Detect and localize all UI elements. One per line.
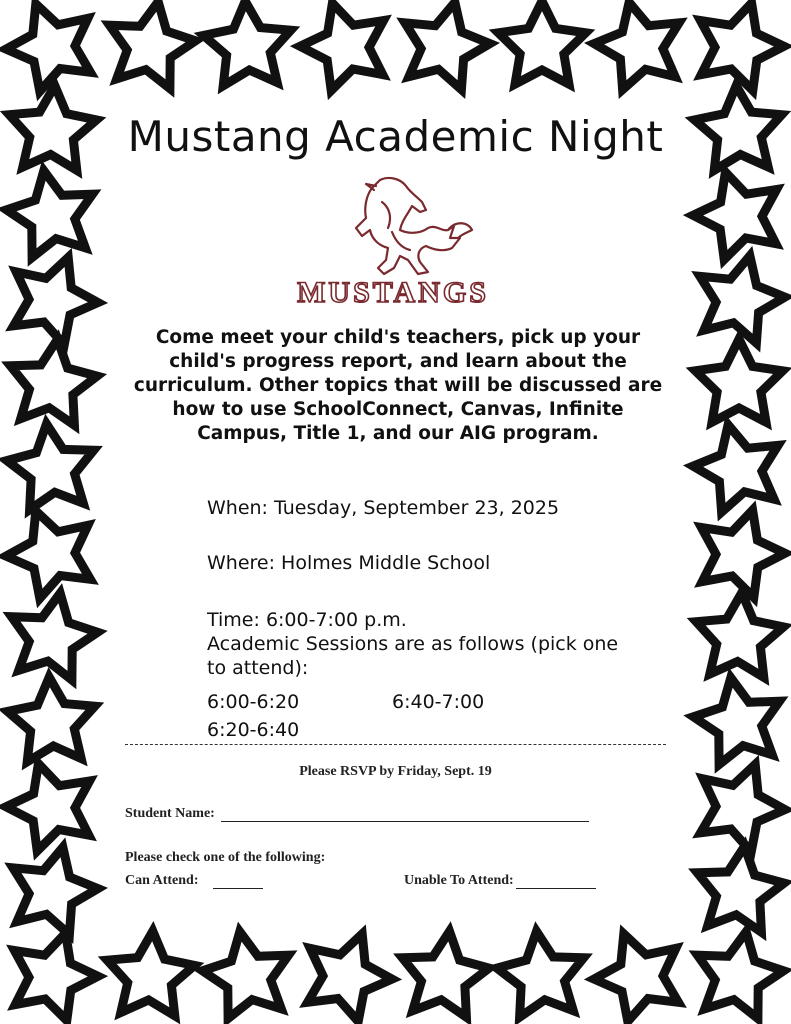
star-icon [6, 4, 90, 92]
session-slot: 6:20-6:40 [207, 719, 300, 741]
star-icon [402, 931, 489, 1017]
star-icon [13, 847, 98, 934]
star-icon [10, 339, 97, 425]
student-name-field[interactable] [221, 807, 589, 822]
star-icon [698, 932, 784, 1019]
star-icon [107, 931, 194, 1016]
tear-off-divider [125, 744, 666, 745]
star-icon [110, 2, 196, 89]
star-icon [6, 171, 92, 258]
star-icon [14, 257, 98, 345]
star-icon [14, 933, 98, 1020]
star-icon [700, 3, 784, 90]
star-icon [693, 425, 778, 512]
star-icon [693, 678, 779, 765]
event-time: Time: 6:00-7:00 p.m. [207, 609, 407, 631]
star-icon [405, 2, 490, 89]
star-icon [300, 3, 384, 90]
rsvp-deadline: Please RSVP by Friday, Sept. 19 [299, 764, 492, 779]
star-icon [12, 593, 98, 680]
event-where: Where: Holmes Middle School [207, 552, 491, 574]
can-attend-field[interactable] [213, 874, 263, 889]
sessions-intro: Academic Sessions are as follows (pick one to attend): [207, 633, 619, 679]
student-name-row [125, 806, 589, 822]
star-icon [497, 931, 584, 1017]
star-icon [594, 2, 679, 89]
session-slot: 6:00-6:20 [207, 691, 300, 713]
star-icon [697, 846, 784, 932]
can-attend-label: Can Attend: [125, 873, 199, 888]
unable-attend-label: Unable To Attend: [404, 873, 514, 888]
star-icon [8, 677, 95, 762]
flyer-title: Mustang Academic Night [127, 112, 664, 161]
star-icon [695, 339, 782, 422]
logo-text: MUSTANGS [297, 276, 489, 309]
can-attend-row [125, 873, 263, 889]
unable-attend-row [404, 873, 596, 889]
star-icon [204, 1, 291, 86]
attendance-prompt: Please check one of the following: [125, 850, 326, 865]
student-name-label: Student Name: [125, 806, 215, 821]
session-slot: 6:40-7:00 [392, 691, 485, 713]
star-icon [6, 511, 90, 599]
star-icon [498, 1, 585, 84]
star-icon [202, 932, 288, 1019]
mustang-logo [292, 172, 494, 310]
event-description: Come meet your child's teachers, pick up your child's progress report, and learn about the curriculum. Other topics that will be discussed are how to use SchoolConnect, Canvas, Infinite Campus, Title 1, and our AIG program. [133, 327, 663, 444]
star-icon [7, 424, 94, 510]
star-icon [693, 172, 777, 259]
star-icon [594, 934, 678, 1022]
event-when: When: Tuesday, September 23, 2025 [207, 497, 560, 519]
star-icon [700, 256, 785, 343]
unable-attend-field[interactable] [516, 874, 596, 889]
mustang-horse-icon [356, 178, 472, 274]
star-icon [308, 934, 392, 1022]
star-icon [696, 593, 783, 678]
